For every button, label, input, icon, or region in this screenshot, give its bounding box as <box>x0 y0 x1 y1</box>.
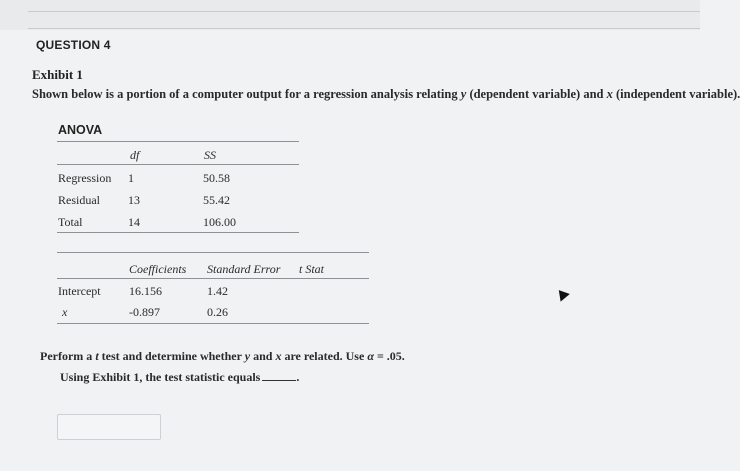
coef-row-value: 16.156 <box>129 284 162 298</box>
answer-blank <box>262 380 296 381</box>
coef-row-label: x <box>62 305 68 319</box>
anova-row-df: 13 <box>128 193 140 207</box>
anova-row-label: Regression <box>58 171 112 185</box>
anova-row-label: Total <box>58 215 83 229</box>
divider <box>28 11 700 12</box>
mouse-cursor-icon <box>554 286 570 301</box>
coef-row-value: -0.897 <box>129 305 160 319</box>
coef-row-label: Intercept <box>58 284 101 298</box>
divider <box>28 28 700 29</box>
anova-header-ss: SS <box>204 148 216 162</box>
coef-header: Coefficients <box>129 262 187 276</box>
top-band <box>0 0 700 30</box>
table-rule <box>57 141 299 142</box>
anova-header-df: df <box>130 148 140 162</box>
table-rule <box>57 252 369 253</box>
anova-title: ANOVA <box>58 123 103 137</box>
question-prompt: Perform a t test and determine whether y and x are related. Use α = .05. <box>40 349 405 363</box>
tstat-header: t Stat <box>299 262 325 276</box>
exhibit-title: Exhibit 1 <box>32 67 83 82</box>
anova-row-label: Residual <box>58 193 100 207</box>
question-subprompt: Using Exhibit 1, the test statistic equals . <box>60 370 300 384</box>
anova-row-ss: 50.58 <box>203 171 230 185</box>
anova-row-ss: 55.42 <box>203 193 230 207</box>
se-row-value: 1.42 <box>207 284 228 298</box>
se-header: Standard Error <box>207 262 281 276</box>
anova-row-ss: 106.00 <box>203 215 236 229</box>
table-rule <box>57 323 369 324</box>
table-rule <box>57 232 299 233</box>
anova-row-df: 1 <box>128 171 134 185</box>
intro-text: Shown below is a portion of a computer output for a regression analysis relating y (dependent variable) and x (independent variable). <box>32 87 740 101</box>
answer-input[interactable] <box>57 414 161 440</box>
question-label: QUESTION 4 <box>36 38 111 52</box>
table-rule <box>57 278 369 279</box>
anova-row-df: 14 <box>128 215 140 229</box>
table-rule <box>57 164 299 165</box>
se-row-value: 0.26 <box>207 305 228 319</box>
